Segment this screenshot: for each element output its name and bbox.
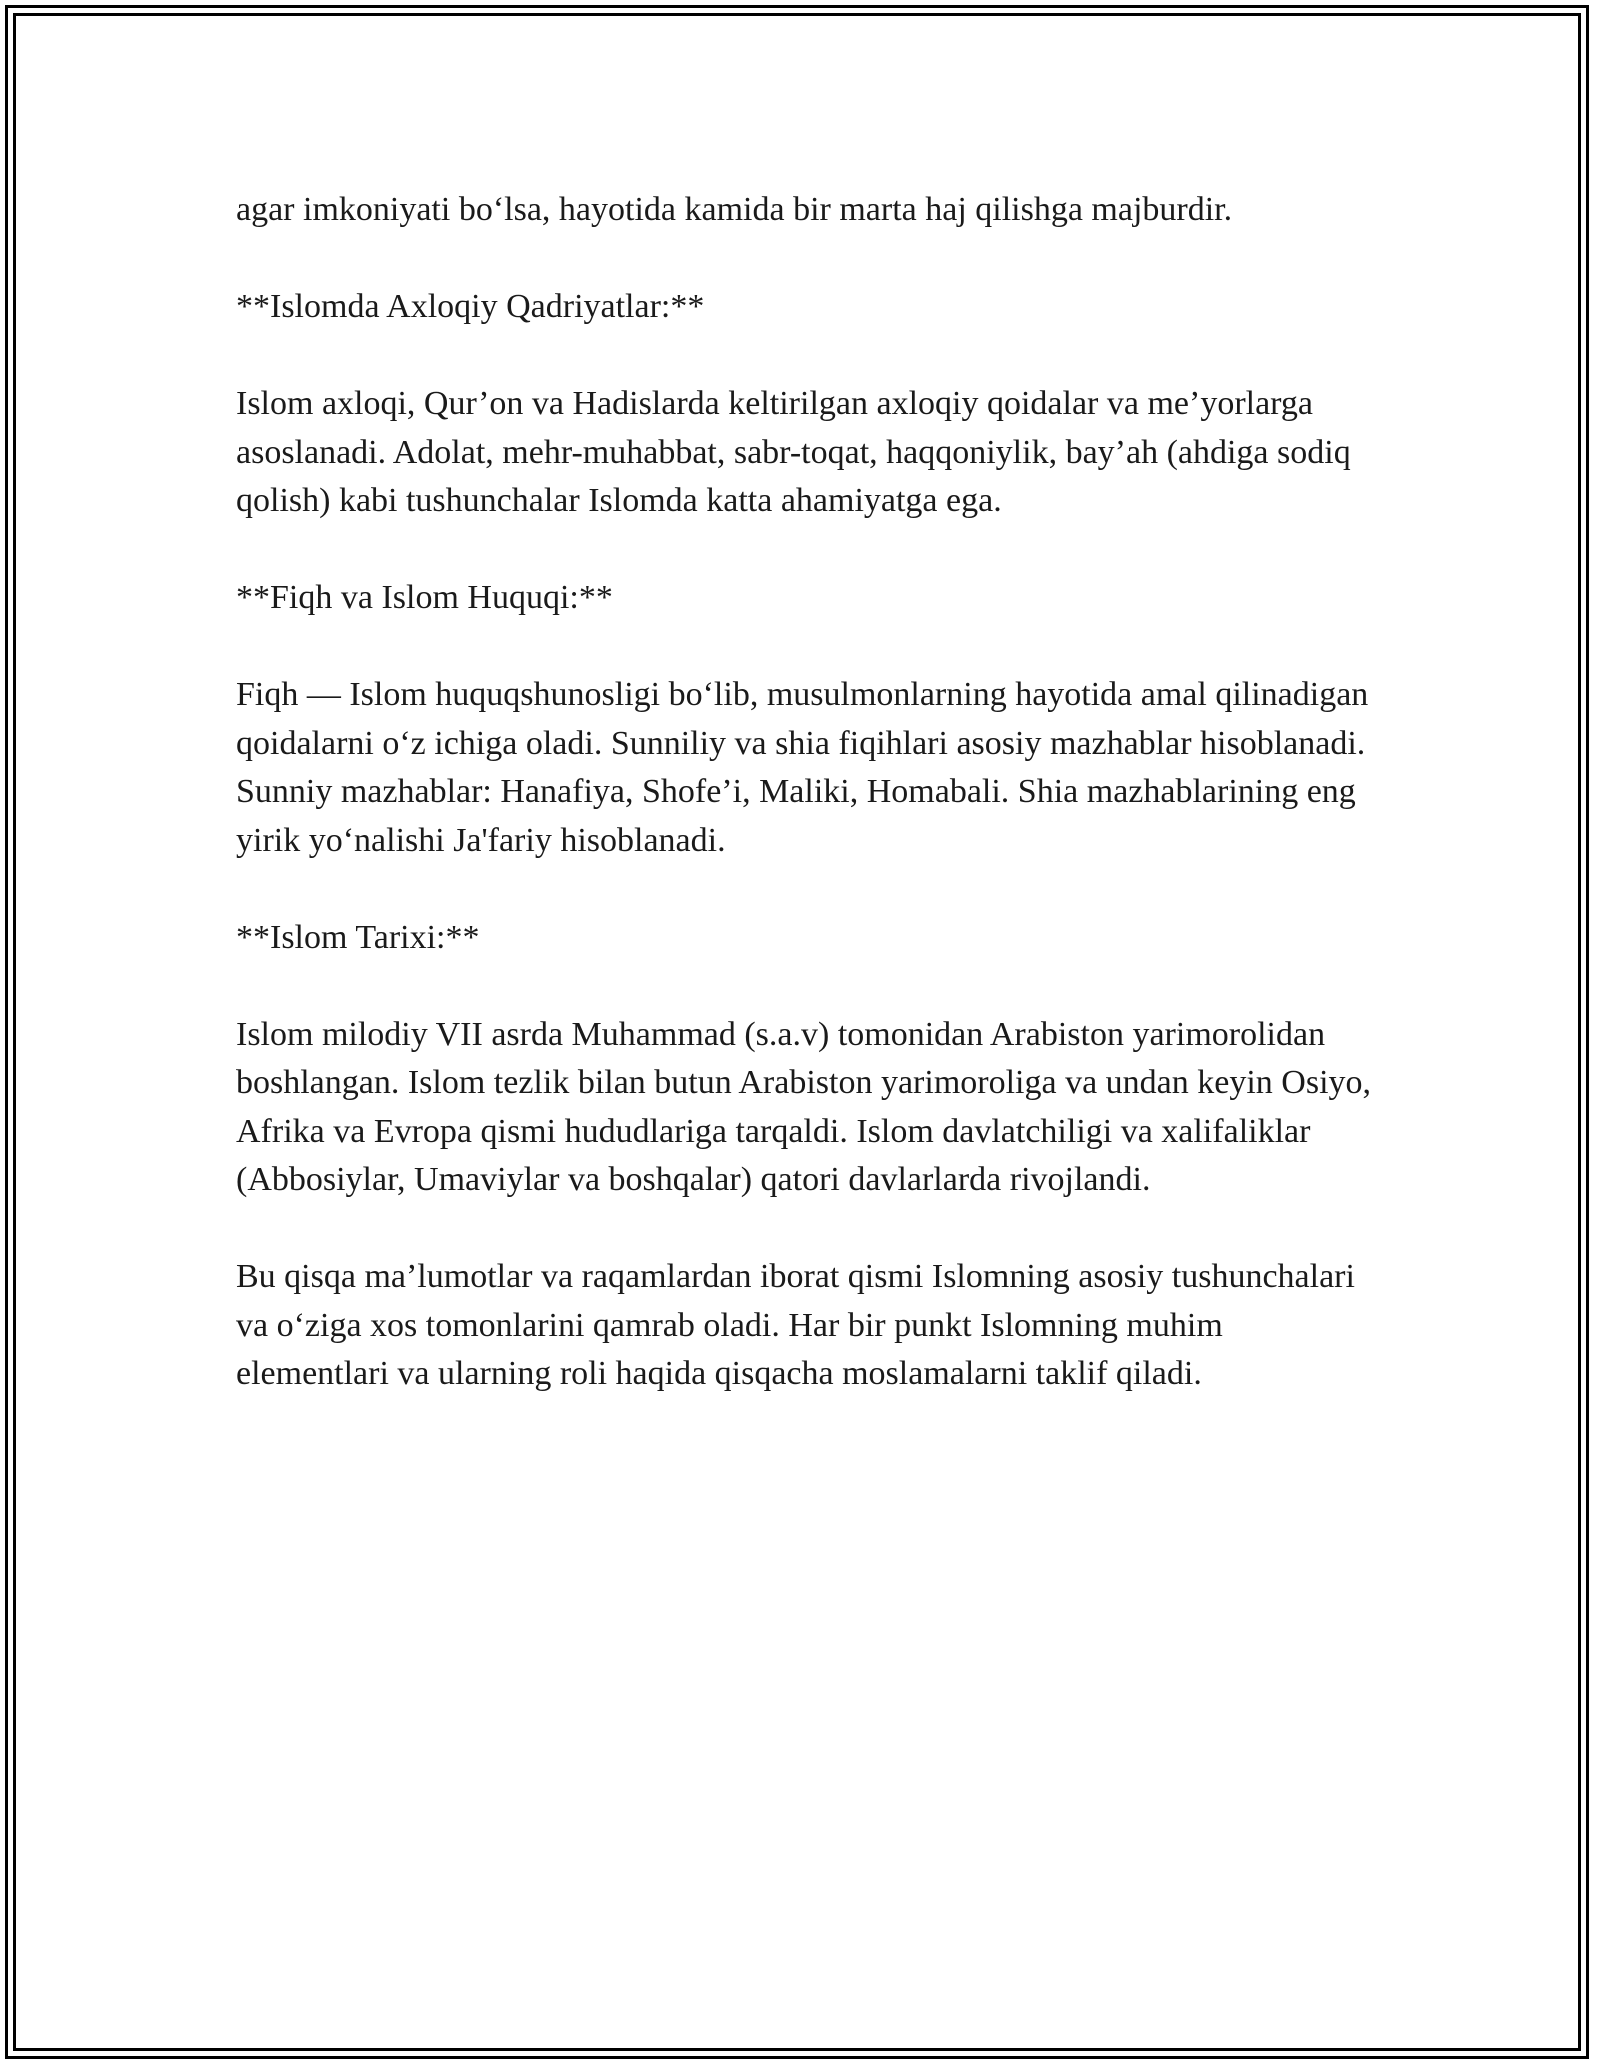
heading-history: **Islom Tarixi:** — [236, 918, 480, 956]
paragraph-ethics: Islom axloqi, Qur’on va Hadislarda keltirilgan axloqiy qoidalar va me’yorlarga asoslanadi. Adolat, mehr-muhabbat, sabr-toqat, haqqoniylik, bay’ah (ahdiga sodiq qolish) kabi tushunchalar Islomda katta ahamiyatga ega. — [236, 385, 1351, 519]
paragraph-hajj-continuation: agar imkoniyati bo‘lsa, hayotida kamida bir marta haj qilishga majburdir. — [236, 191, 1233, 228]
paragraph-fiqh: Fiqh — Islom huquqshunosligi bo‘lib, musulmonlarning hayotida amal qilinadigan qoidalarni o‘z ichiga oladi. Sunniliy va shia fiqihlari asosiy mazhablar hisoblanadi. Sunniy mazhablar: Hanafiya, Shofe’i, Maliki, Homabali. Shia mazhablarining eng yirik yo‘nalishi Ja'fariy hisoblanadi. — [236, 676, 1369, 859]
paragraph-summary: Bu qisqa ma’lumotlar va raqamlardan iborat qismi Islomning asosiy tushunchalari va o‘ziga xos tomonlarini qamrab oladi. Har bir punkt Islomning muhim elementlari va ularning roli haqida qisqacha moslamalarni taklif qiladi. — [236, 1258, 1355, 1392]
heading-ethical-values: **Islomda Axloqiy Qadriyatlar:** — [236, 288, 705, 325]
paragraph-history: Islom milodiy VII asrda Muhammad (s.a.v) tomonidan Arabiston yarimorolidan boshlangan. Islom tezlik bilan butun Arabiston yarimoroliga va undan keyin Osiyo, Afrika va Evropa qismi hududlariga tarqaldi. Islom davlatchiligi va xalifaliklar (Abbosiylar, Umaviylar va boshqalar) qatori davlarlarda rivojlandi. — [236, 1015, 1372, 1198]
heading-fiqh: **Fiqh va Islom Huquqi:** — [236, 579, 613, 616]
document-body — [236, 186, 1376, 1399]
